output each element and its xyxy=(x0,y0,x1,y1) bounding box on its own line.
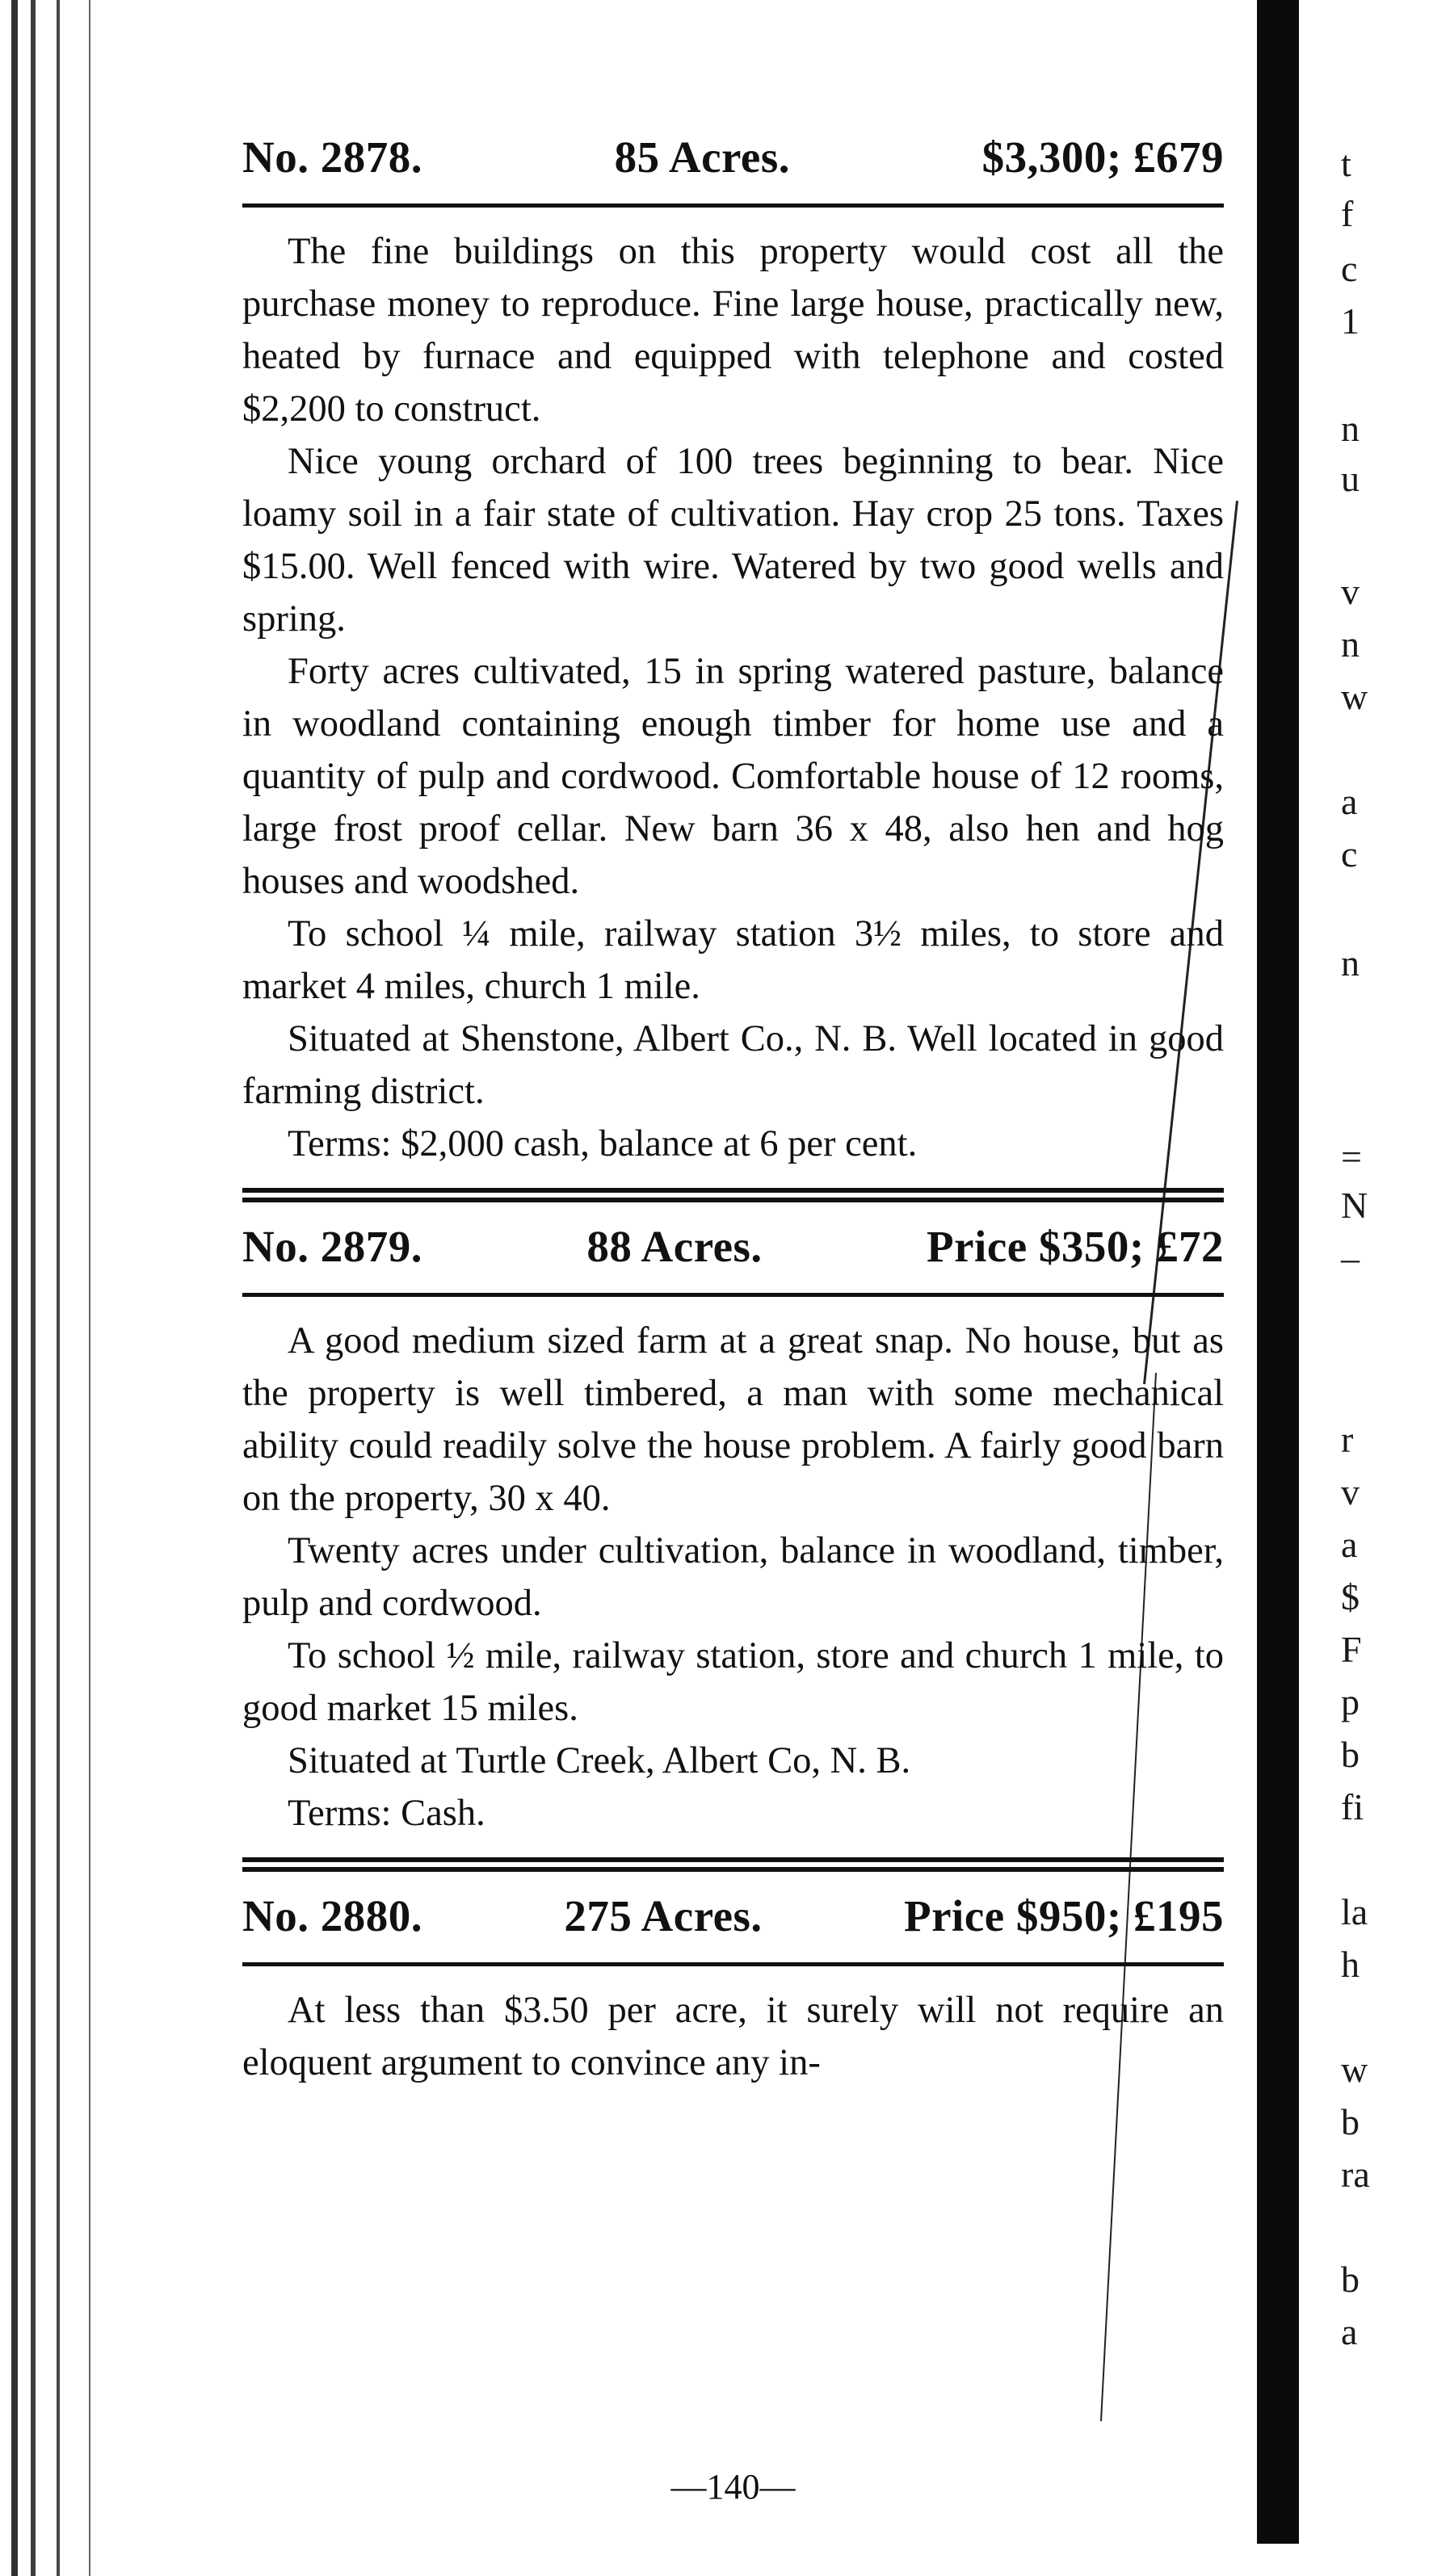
adjacent-page-fragment: N xyxy=(1341,1185,1368,1226)
listing-number: No. 2878. xyxy=(242,132,422,182)
adjacent-page-fragment: – xyxy=(1341,1237,1360,1278)
header-rule xyxy=(242,1962,1224,1966)
adjacent-page-fragment: n xyxy=(1341,623,1360,665)
adjacent-page-fragment: a xyxy=(1341,781,1358,822)
listing-price: $3,300; £679 xyxy=(981,132,1224,182)
section-divider xyxy=(242,1857,1224,1872)
header-rule xyxy=(242,1293,1224,1297)
listing-description xyxy=(242,1984,1224,2089)
listing-description xyxy=(242,1315,1224,1840)
listing-price: Price $350; £72 xyxy=(927,1222,1224,1271)
paragraph: Forty acres cultivated, 15 in spring watered pasture, balance in woodland containing enough timber for home use and a quantity of pulp and cordwood. Comfortable house of 12 rooms, large frost proof cellar. New barn 36 x 48, also hen and hog houses and woodshed. xyxy=(242,651,1224,902)
page-gutter-shadow xyxy=(1257,0,1299,2544)
listing-acreage: 88 Acres. xyxy=(586,1222,763,1271)
adjacent-page-fragment: b xyxy=(1341,1734,1360,1775)
header-rule xyxy=(242,203,1224,208)
paragraph: At less than $3.50 per acre, it surely will not require an eloquent argument to convince any in- xyxy=(242,1990,1224,2083)
adjacent-page-fragment: c xyxy=(1341,248,1358,289)
adjacent-page-fragment: r xyxy=(1341,1419,1354,1460)
adjacent-page-fragment: w xyxy=(1341,2049,1368,2090)
adjacent-page-fragment: a xyxy=(1341,1524,1358,1565)
paragraph: To school ½ mile, railway station, store and church 1 mile, to good market 15 miles. xyxy=(242,1635,1224,1729)
adjacent-page-fragment: v xyxy=(1341,1471,1360,1512)
adjacent-page-fragment: F xyxy=(1341,1629,1362,1670)
adjacent-page-fragment: b xyxy=(1341,2259,1360,2300)
listing-header xyxy=(242,1872,1224,1962)
adjacent-page-fragment: la xyxy=(1341,1891,1368,1932)
adjacent-page-fragment: = xyxy=(1341,1136,1362,1177)
paragraph: Situated at Turtle Creek, Albert Co, N. B. xyxy=(288,1740,911,1781)
adjacent-page-fragment: 1 xyxy=(1341,300,1360,342)
adjacent-page-fragment: fi xyxy=(1341,1786,1364,1827)
adjacent-page-fragment: f xyxy=(1341,193,1354,234)
listing-acreage: 85 Acres. xyxy=(614,132,790,182)
adjacent-page-fragment: $ xyxy=(1341,1576,1360,1617)
adjacent-page-fragment: a xyxy=(1341,2311,1358,2352)
listing xyxy=(242,1872,1224,2089)
adjacent-page-fragment: p xyxy=(1341,1681,1360,1722)
listing xyxy=(242,1202,1224,1872)
adjacent-page-fragment: c xyxy=(1341,833,1358,875)
paragraph: To school ¼ mile, railway station 3½ miles, to store and market 4 miles, church 1 mile. xyxy=(242,913,1224,1007)
section-divider xyxy=(242,1188,1224,1202)
adjacent-page-fragment: v xyxy=(1341,571,1360,612)
adjacent-page-fragment: u xyxy=(1341,458,1360,499)
listing xyxy=(242,113,1224,1202)
listing-description xyxy=(242,225,1224,1170)
paragraph: Terms: $2,000 cash, balance at 6 per cent. xyxy=(288,1123,918,1164)
book-binding-edge xyxy=(0,0,121,2576)
paragraph: Nice young orchard of 100 trees beginning to bear. Nice loamy soil in a fair state of cultivation. Hay crop 25 tons. Taxes $15.00. Well fenced with wire. Watered by two good wells and spring. xyxy=(242,441,1224,640)
adjacent-page-strip xyxy=(1317,0,1429,2576)
listing-header xyxy=(242,113,1224,203)
paragraph: The fine buildings on this property would cost all the purchase money to reproduce. Fine large house, practically new, heated by furnace and equipped with telephone and costed $2,200 to construct. xyxy=(242,231,1224,430)
adjacent-page-fragment: n xyxy=(1341,408,1360,449)
listing-price: Price $950; £195 xyxy=(904,1891,1224,1940)
listing-number: No. 2880. xyxy=(242,1891,422,1940)
listing-header xyxy=(242,1202,1224,1293)
adjacent-page-fragment: w xyxy=(1341,676,1368,717)
listings-column xyxy=(242,113,1224,2107)
paragraph: Situated at Shenstone, Albert Co., N. B. Well located in good farming district. xyxy=(242,1018,1224,1112)
adjacent-page-fragment: ra xyxy=(1341,2154,1370,2195)
adjacent-page-fragment: h xyxy=(1341,1944,1360,1985)
adjacent-page-fragment: n xyxy=(1341,942,1360,984)
adjacent-page-fragment: t xyxy=(1341,143,1351,184)
listing-number: No. 2879. xyxy=(242,1222,422,1271)
adjacent-page-fragment: b xyxy=(1341,2101,1360,2142)
listing-acreage: 275 Acres. xyxy=(564,1891,763,1940)
paragraph: A good medium sized farm at a great snap. No house, but as the property is well timbered, a man with some mechanical ability could readily solve the house problem. A fairly good barn on the property, 30 x 40. xyxy=(242,1320,1224,1519)
paragraph: Twenty acres under cultivation, balance in woodland, timber, pulp and cordwood. xyxy=(242,1530,1224,1624)
page-number: —140— xyxy=(670,2467,796,2507)
paragraph: Terms: Cash. xyxy=(288,1793,485,1834)
